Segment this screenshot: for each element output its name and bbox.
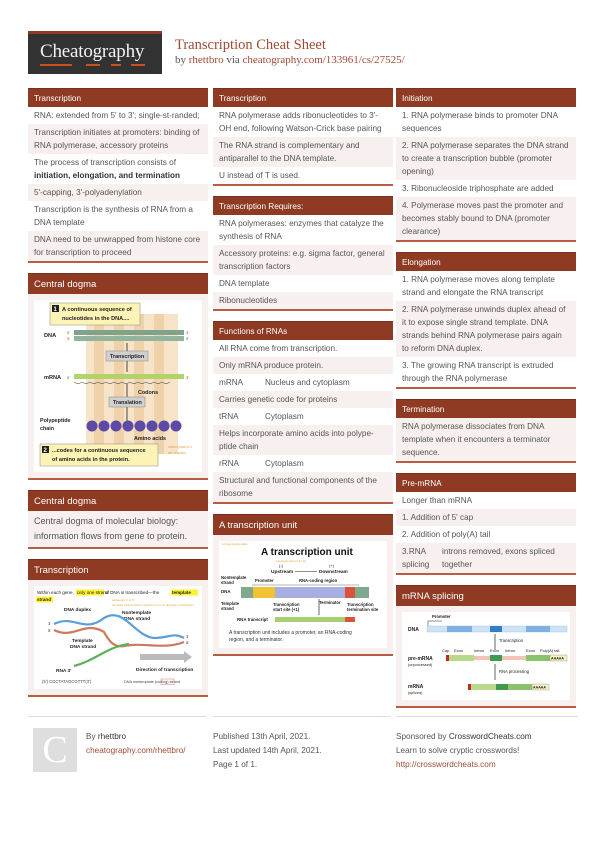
list-item: 1. RNA polymerase binds to promoter DNA sequences [396, 107, 576, 137]
svg-text:Intron: Intron [505, 648, 516, 653]
svg-text:Amino acids: Amino acids [134, 436, 167, 442]
svg-text:AAAAA: AAAAA [533, 685, 546, 690]
section-transcription-2 [213, 88, 393, 186]
svg-text:Exon: Exon [526, 648, 536, 653]
transcription-unit-diagram [219, 541, 387, 648]
svg-text:DNA duplex: DNA duplex [64, 608, 92, 613]
sponsor-prefix: Sponsored by [396, 732, 449, 741]
row-key: rRNA [219, 459, 240, 468]
svg-text:nucleotides in the DNA....: nucleotides in the DNA.... [62, 316, 130, 322]
svg-text:(-): (-) [279, 563, 283, 568]
row-value: introns removed, exons spliced together [442, 547, 555, 569]
svg-text:template strand will be read f: template strand will be read from 3' to 5' direction of transcript [112, 603, 194, 607]
svg-text:mRNA: mRNA [408, 684, 424, 690]
author-block [86, 730, 186, 758]
list-item: DNA template [213, 275, 393, 292]
section-central-dogma [28, 490, 208, 549]
svg-text:(unprocessed): (unprocessed) [408, 663, 433, 667]
section-transcription-unit [213, 514, 393, 656]
list-item: 2. RNA polymerase unwinds duplex ahead of it to expose single strand template. DNA strands behind RNA polymerase pairs again to reform DNA duplex. [396, 301, 576, 357]
image-container [213, 535, 393, 654]
row-value: Cytoplasm [265, 412, 304, 421]
page-count: Page 1 of 1. [213, 760, 258, 769]
svg-text:2: 2 [43, 448, 47, 454]
row-key: 3.RNA splicing [402, 547, 430, 569]
table-row [213, 455, 393, 472]
section-transcription-diagram [28, 559, 208, 697]
transcription-diagram [34, 586, 202, 689]
section-transcription-requires [213, 196, 393, 311]
row-bold-text: initiation, elongation, and termination [34, 171, 181, 180]
author-profile-link[interactable]: cheatography.com/rhettbro/ [86, 746, 186, 755]
list-item: U instead of T is used. [213, 167, 393, 184]
sponsor-block [396, 730, 532, 772]
byline [175, 54, 405, 66]
list-item: Accessory proteins: e.g. sigma factor, general transcription factors [213, 245, 393, 275]
svg-text:Nontemplate: Nontemplate [122, 611, 152, 616]
svg-text:5': 5' [186, 336, 189, 341]
svg-text:Poly(A) tail: Poly(A) tail [540, 648, 560, 653]
svg-text:RNA-coding region: RNA-coding region [299, 578, 338, 583]
svg-text:DNA strand: DNA strand [70, 645, 97, 650]
svg-text:1: 1 [53, 307, 57, 313]
section-body [213, 340, 393, 502]
list-item: Structural and functional components of the ribosome [213, 472, 393, 502]
svg-text:5': 5' [48, 628, 51, 633]
list-item: RNA polymerase adds ribonucleotides to 3'-OH end, following Watson-Crick base pairing [213, 107, 393, 137]
svg-text:Upstream: Upstream [271, 570, 294, 575]
footer-divider [213, 716, 391, 717]
list-item: Ribonucleotides [213, 292, 393, 309]
list-item: 1. RNA polymerase moves along template strand and elongate the RNA transcript [396, 271, 576, 301]
svg-text:RNA processing: RNA processing [499, 669, 530, 674]
svg-text:3': 3' [186, 634, 189, 639]
section-termination [396, 399, 576, 463]
column-2 [213, 88, 393, 666]
publish-info [213, 730, 322, 772]
svg-text:region, and a terminator.: region, and a terminator. [229, 637, 284, 643]
svg-text:termination site: termination site [347, 607, 379, 612]
svg-text:site of action: site of action [168, 451, 186, 455]
section-elongation [396, 252, 576, 389]
mrna-splicing-diagram [402, 612, 570, 700]
list-item: Central dogma of molecular biology: information flows from gene to protein. [28, 511, 208, 547]
image-container [28, 294, 208, 478]
list-item: 3. Ribonucleoside triphosphate are added [396, 180, 576, 197]
svg-text:(spliced): (spliced) [408, 691, 423, 695]
svg-text:Template: Template [72, 639, 93, 644]
svg-text:(+): (+) [329, 563, 334, 568]
svg-text:antisense 3' to 5': antisense 3' to 5' [112, 598, 135, 602]
list-item: RNA polymerase dissociates from DNA template when it encounters a terminator sequence. [396, 418, 576, 461]
svg-text:Polypeptide: Polypeptide [40, 418, 71, 424]
published-date: Published 13th April, 2021. [213, 732, 311, 741]
page-title: Transcription Cheat Sheet [175, 37, 326, 53]
author-avatar[interactable]: C [33, 728, 77, 772]
list-item: Helps incorporate amino acids into polype-ptide chain [213, 425, 393, 455]
section-body [213, 215, 393, 309]
section-body [213, 107, 393, 184]
section-body [28, 107, 208, 261]
footer-divider [28, 716, 206, 717]
svg-text:3': 3' [67, 336, 70, 341]
svg-text:5': 5' [67, 375, 70, 380]
list-item: 2. RNA polymerase separates the DNA strand to create a transcription bubble (promoter opening) [396, 137, 576, 180]
svg-text:A transcription unit includes: A transcription unit includes a promoter, an RNA-coding [229, 630, 352, 636]
section-title: Initiation [396, 88, 576, 107]
logo-underline [111, 64, 121, 66]
section-title: Termination [396, 399, 576, 418]
image-container [28, 580, 208, 695]
svg-text:A continuous sequence of: A continuous sequence of [62, 307, 132, 313]
svg-text:Transcription: Transcription [110, 354, 145, 360]
list-item: 1. Addition of 5' cap [396, 509, 576, 526]
list-item: 2. Addition of poly(A) tail [396, 526, 576, 543]
transcription-svg [34, 586, 202, 689]
section-functions-of-rnas [213, 321, 393, 504]
section-title: mRNA splicing [396, 585, 576, 606]
section-central-dogma-diagram [28, 273, 208, 480]
list-item: Transcription is the synthesis of RNA from a DNA template [28, 201, 208, 231]
section-title: Elongation [396, 252, 576, 271]
list-item: DNA need to be unwrapped from histone core for transcription to proceed [28, 231, 208, 261]
section-title: Central dogma [28, 490, 208, 511]
list-item: Carries genetic code for proteins [213, 391, 393, 408]
section-initiation [396, 88, 576, 242]
svg-text:Intron: Intron [474, 648, 485, 653]
section-title: Transcription Requires: [213, 196, 393, 215]
updated-date: Last updated 14th April, 2021. [213, 746, 322, 755]
column-1 [28, 88, 208, 707]
svg-text:Terminator: Terminator [319, 600, 341, 605]
logo-text: Cheatography [40, 41, 145, 62]
row-value: Nucleus and cytoplasm [265, 378, 350, 387]
svg-text:RNA 3': RNA 3' [56, 669, 72, 674]
svg-text:A transcription unit: A transcription unit [261, 547, 353, 558]
svg-text:3': 3' [186, 330, 189, 335]
svg-text:Downstream: Downstream [319, 570, 348, 575]
svg-text:strand: strand [37, 597, 52, 602]
by-prefix: by [175, 54, 189, 66]
section-body [396, 271, 576, 387]
svg-text:Transcription: Transcription [499, 638, 524, 643]
logo-underline [40, 64, 72, 66]
svg-text:AAAAA: AAAAA [551, 656, 564, 661]
list-item: All RNA come from transcription. [213, 340, 393, 357]
svg-text:...codes for a continuous sequ: ...codes for a continuous sequence [52, 448, 146, 454]
sponsor-tagline: Learn to solve cryptic crosswords! [396, 746, 520, 755]
mrna-splicing-svg [402, 612, 570, 700]
svg-text:Promoter: Promoter [432, 614, 451, 619]
svg-text:DNA strand: DNA strand [124, 617, 151, 622]
section-mrna-splicing [396, 585, 576, 708]
svg-text:RNA transcript: RNA transcript [237, 617, 268, 622]
table-row [213, 408, 393, 425]
svg-text:Transcription: Transcription [347, 602, 374, 607]
svg-text:(5') CGCTATAGCGTTT(3'): (5') CGCTATAGCGTTT(3') [42, 679, 92, 684]
svg-text:Transcription: Transcription [273, 602, 300, 607]
row-value: Cytoplasm [265, 459, 304, 468]
svg-text:template: template [172, 590, 191, 595]
list-item: 4. Polymerase moves past the promoter and becomes stably bound to DNA (promoter clearance) [396, 197, 576, 240]
svg-text:of amino acids in the protein.: of amino acids in the protein. [52, 457, 130, 463]
svg-text:DNA: DNA [44, 333, 57, 339]
svg-text:Promoter: Promoter [255, 578, 274, 583]
svg-text:Codons: Codons [138, 390, 159, 396]
author-name: rhettbro [97, 732, 127, 741]
central-dogma-svg [34, 300, 202, 472]
list-item: 3. The growing RNA transcript is extruded through the RNA polymerase [396, 357, 576, 387]
row-text: The process of transcription consists of [34, 158, 176, 167]
sheet-url-link[interactable]: cheatography.com/133961/cs/27525/ [242, 54, 405, 66]
list-item [28, 154, 208, 184]
svg-text:Template: Template [221, 601, 240, 606]
svg-text:3': 3' [186, 375, 189, 380]
cheatography-logo[interactable] [28, 31, 162, 74]
by-label: By [86, 732, 98, 741]
central-dogma-diagram [34, 300, 202, 472]
section-title: Transcription [213, 88, 393, 107]
svg-text:control place in c: control place in c [168, 445, 192, 449]
svg-text:Exon: Exon [454, 648, 464, 653]
row-key: mRNA [219, 378, 244, 387]
svg-text:Nontemplate: Nontemplate [221, 575, 247, 580]
svg-text:pre-mRNA: pre-mRNA [408, 656, 433, 662]
svg-text:DNA: DNA [408, 627, 419, 633]
svg-text:sequences that are 5' end: sequences that are 5' end [276, 560, 306, 563]
logo-underline [131, 64, 145, 66]
section-title: A transcription unit [213, 514, 393, 535]
sponsor-link[interactable]: http://crosswordcheats.com [396, 760, 496, 769]
table-row [213, 374, 393, 391]
list-item: Transcription initiates at promoters: binding of RNA polymerase, accessory proteins [28, 124, 208, 154]
list-item: Only mRNA produce protein. [213, 357, 393, 374]
svg-text:DNA nontemplate (coding) stran: DNA nontemplate (coding) strand [124, 680, 181, 684]
svg-text:strand: strand [221, 580, 234, 585]
section-title: Transcription [28, 88, 208, 107]
svg-text:chain: chain [40, 426, 55, 432]
svg-text:Translation: Translation [113, 400, 142, 406]
author-link[interactable]: rhettbro [188, 54, 224, 66]
svg-text:5': 5' [186, 640, 189, 645]
list-item: Longer than mRNA [396, 492, 576, 509]
section-body [396, 107, 576, 240]
svg-text:a cheap-pendent-data: a cheap-pendent-data [222, 543, 248, 546]
footer-divider [396, 716, 578, 717]
sponsor-name: CrosswordCheats.com [448, 732, 532, 741]
section-pre-mrna [396, 473, 576, 575]
svg-text:DNA: DNA [221, 589, 231, 594]
svg-text:Cap: Cap [442, 648, 450, 653]
section-title: Central dogma [28, 273, 208, 294]
section-title: Functions of RNAs [213, 321, 393, 340]
via-text: via [223, 54, 243, 66]
list-item: 5'-capping, 3'-polyadenylation [28, 184, 208, 201]
table-row [396, 543, 576, 573]
section-transcription [28, 88, 208, 263]
section-body [396, 418, 576, 461]
logo-underline [86, 64, 100, 66]
transcription-unit-svg [219, 541, 387, 648]
list-item: RNA: extended from 5' to 3'; single-st-randed; [28, 107, 208, 124]
row-key: tRNA [219, 412, 239, 421]
section-title: Pre-mRNA [396, 473, 576, 492]
svg-text:3': 3' [48, 621, 51, 626]
svg-text:only one strand: only one strand [77, 590, 109, 595]
section-title: Transcription [28, 559, 208, 580]
svg-text:strand: strand [221, 606, 234, 611]
column-3 [396, 88, 576, 718]
list-item: RNA polymerases: enzymes that catalyze the synthesis of RNA [213, 215, 393, 245]
svg-text:start site (+1): start site (+1) [273, 607, 300, 612]
section-body [396, 492, 576, 573]
list-item: The RNA strand is complementary and antiparallel to the DNA template. [213, 137, 393, 167]
svg-text:Within each gene,: Within each gene, [37, 590, 74, 595]
svg-text:5': 5' [67, 330, 70, 335]
svg-text:mRNA: mRNA [44, 375, 62, 381]
svg-text:Direction of transcription: Direction of transcription [136, 668, 194, 673]
image-container [396, 606, 576, 706]
svg-text:of DNA is transcribed—the: of DNA is transcribed—the [105, 590, 160, 595]
svg-text:Exon: Exon [490, 648, 500, 653]
